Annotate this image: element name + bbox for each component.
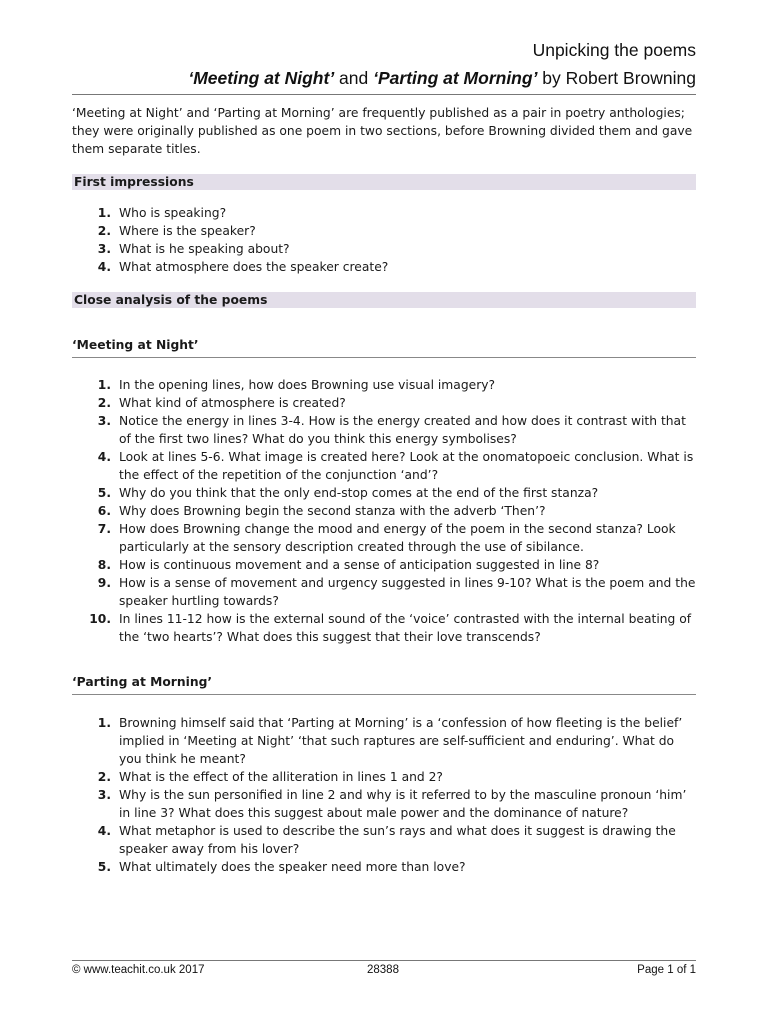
list-item: [72, 376, 696, 394]
item-text: Notice the energy in lines 3-4. How is the energy created and how does it contrast with that of the first two lines? What do you think this energy symbolises?: [119, 414, 686, 446]
page-subtitle: [188, 68, 696, 89]
list-item: [72, 822, 696, 858]
item-text: How does Browning change the mood and energy of the poem in the second stanza? Look particularly at the sensory description created through the use of sibilance.: [119, 522, 676, 554]
item-text: Why does Browning begin the second stanza with the adverb ‘Then’?: [119, 504, 546, 518]
first-impressions-heading: First impressions: [72, 174, 696, 190]
meeting-questions-list: [72, 376, 696, 646]
parting-questions-list: [72, 714, 696, 876]
footer-copyright: © www.teachit.co.uk 2017: [72, 964, 205, 976]
item-number: 3.: [97, 788, 111, 802]
item-number: 10.: [89, 612, 111, 626]
list-item: [72, 520, 696, 556]
item-number: 2.: [97, 770, 111, 784]
item-number: 2.: [97, 396, 111, 410]
list-item: [72, 714, 696, 768]
item-number: 3.: [97, 242, 111, 256]
item-number: 4.: [97, 260, 111, 274]
header-divider: [72, 94, 696, 95]
item-number: 9.: [97, 576, 111, 590]
list-item: [72, 394, 696, 412]
footer-page-number: Page 1 of 1: [637, 964, 696, 976]
page-title: Unpicking the poems: [532, 40, 696, 60]
close-analysis-heading: Close analysis of the poems: [72, 292, 696, 308]
item-text: Where is the speaker?: [119, 224, 256, 238]
list-item: [72, 858, 696, 876]
item-text: What is he speaking about?: [119, 242, 290, 256]
item-text: What atmosphere does the speaker create?: [119, 260, 389, 274]
item-number: 8.: [97, 558, 111, 572]
item-text: Why is the sun personified in line 2 and why is it referred to by the masculine pronoun ‘him’ in line 3? What does this suggest about male power and the dominance of nature?: [119, 788, 687, 820]
list-item: [72, 610, 696, 646]
item-number: 3.: [97, 414, 111, 428]
poem1-title: ‘Meeting at Night’: [188, 68, 335, 88]
list-item: [72, 258, 696, 276]
item-number: 5.: [97, 860, 111, 874]
list-item: [72, 768, 696, 786]
subtitle-byline: by Robert Browning: [537, 68, 696, 88]
subtitle-and: and: [334, 68, 374, 88]
item-number: 5.: [97, 486, 111, 500]
poem2-title: ‘Parting at Morning’: [373, 68, 538, 88]
list-item: [72, 448, 696, 484]
item-text: What kind of atmosphere is created?: [119, 396, 346, 410]
list-item: [72, 412, 696, 448]
meeting-heading: ‘Meeting at Night’: [72, 336, 696, 358]
item-text: Why do you think that the only end-stop comes at the end of the first stanza?: [119, 486, 599, 500]
list-item: [72, 222, 696, 240]
item-text: Look at lines 5-6. What image is created here? Look at the onomatopoeic conclusion. What is the effect of the repetition of the conjunction ‘and’?: [119, 450, 694, 482]
item-number: 1.: [97, 378, 111, 392]
item-number: 6.: [97, 504, 111, 518]
item-text: What is the effect of the alliteration in lines 1 and 2?: [119, 770, 443, 784]
item-text: Who is speaking?: [119, 206, 227, 220]
list-item: [72, 574, 696, 610]
list-item: [72, 240, 696, 258]
item-text: In the opening lines, how does Browning use visual imagery?: [119, 378, 496, 392]
list-item: [72, 556, 696, 574]
list-item: [72, 484, 696, 502]
list-item: [72, 204, 696, 222]
item-number: 4.: [97, 824, 111, 838]
item-text: What ultimately does the speaker need more than love?: [119, 860, 466, 874]
first-impressions-list: [72, 204, 696, 276]
item-number: 4.: [97, 450, 111, 464]
item-text: Browning himself said that ‘Parting at Morning’ is a ‘confession of how fleeting is the belief’ implied in ‘Meeting at Night’ ‘that such raptures are self-sufficient and enduring’. What do you think he meant?: [119, 716, 683, 766]
item-number: 2.: [97, 224, 111, 238]
intro-paragraph: ‘Meeting at Night’ and ‘Parting at Morning’ are frequently published as a pair in poetry anthologies; they were originally published as one poem in two sections, before Browning divided them and gave them separate titles.: [72, 106, 693, 156]
item-number: 7.: [97, 522, 111, 536]
item-text: How is continuous movement and a sense of anticipation suggested in line 8?: [119, 558, 600, 572]
item-number: 1.: [97, 716, 111, 730]
footer-divider: [72, 960, 696, 961]
parting-heading: ‘Parting at Morning’: [72, 673, 696, 695]
item-text: In lines 11-12 how is the external sound of the ‘voice’ contrasted with the internal beating of the ‘two hearts’? What does this suggest that their love transcends?: [119, 612, 692, 644]
item-number: 1.: [97, 206, 111, 220]
list-item: [72, 786, 696, 822]
item-text: How is a sense of movement and urgency suggested in lines 9-10? What is the poem and the speaker hurtling towards?: [119, 576, 696, 608]
list-item: [72, 502, 696, 520]
footer-code: 28388: [367, 964, 399, 976]
item-text: What metaphor is used to describe the sun’s rays and what does it suggest is drawing the speaker away from his lover?: [119, 824, 676, 856]
